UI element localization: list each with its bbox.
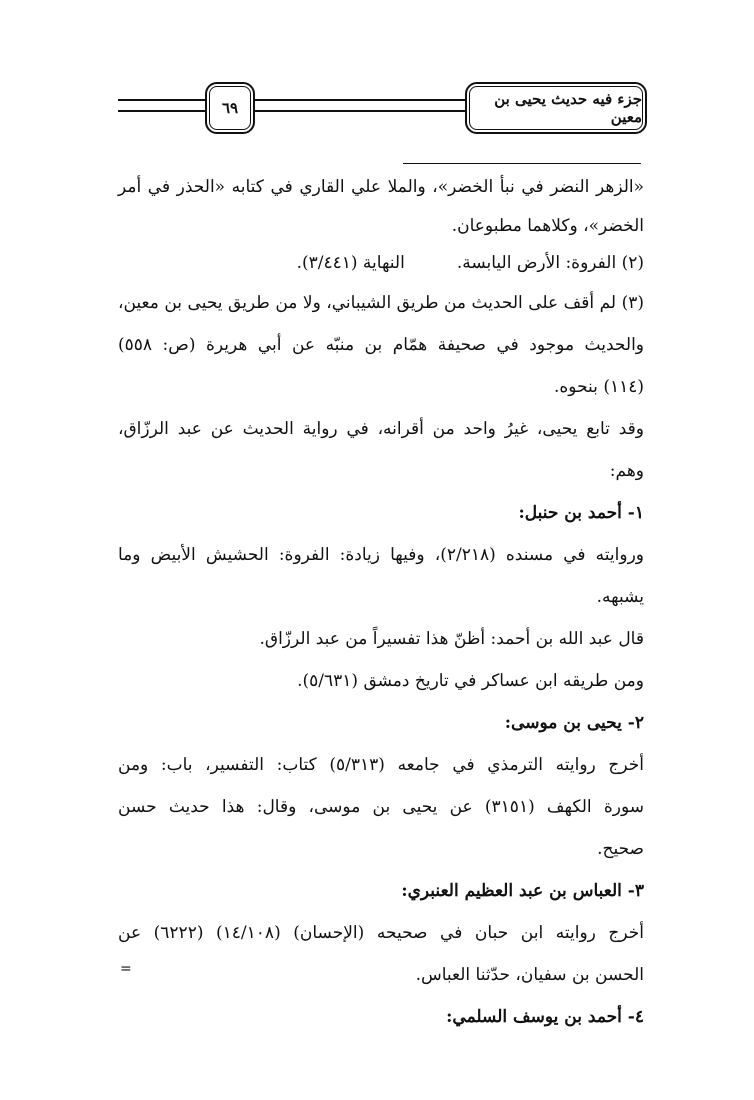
continuation-mark: =: [120, 961, 132, 977]
text-line: (١١٤) بنحوه.: [553, 377, 644, 397]
running-title-box: [465, 82, 647, 134]
text-line: يشبهه.: [596, 587, 644, 607]
text-line: وقد تابع يحيى، غيرُ واحد من أقرانه، في رواية الحديث عن عبد الرزّاق،: [118, 419, 644, 439]
header-rule-mid-bottom: [250, 110, 466, 112]
page-number: ٦٩: [221, 99, 239, 117]
text-line: أخرج روايته الترمذي في جامعه (٥/٣١٣) كتاب: التفسير، باب: ومن: [118, 755, 644, 775]
footnote-2: [118, 245, 644, 282]
footnote-2-text: (٢) الفروة: الأرض اليابسة.: [456, 253, 644, 273]
section-heading: ٣- العباس بن عبد العظيم العنبري:: [401, 881, 644, 901]
page-body: [118, 166, 644, 1038]
header-rule-mid-top: [250, 99, 466, 101]
section-heading: ١- أحمد بن حنبل:: [518, 503, 644, 523]
text-line: أخرج روايته ابن حبان في صحيحه (الإحسان) (١٤/١٠٨) (٦٢٢٢) عن: [118, 923, 645, 943]
text-line: قال عبد الله بن أحمد: أظنّ هذا تفسيراً من عبد الرزّاق.: [259, 629, 644, 649]
text-line: «الزهر النضر في نبأ الخضر»، والملا علي القاري في كتابه «الحذر في أمر: [118, 177, 644, 197]
text-line: سورة الكهف (٣١٥١) عن يحيى بن موسى، وقال: هذا حديث حسن: [118, 797, 644, 817]
footnote-2-reference: النهاية (٣/٤٤١).: [296, 253, 405, 273]
text-line: والحديث موجود في صحيفة همّام بن منبّه عن أبي هريرة (ص: ٥٥٨): [118, 335, 644, 355]
section-heading: ٤- أحمد بن يوسف السلمي:: [446, 1007, 644, 1027]
header-rule-bottom: [118, 110, 208, 112]
section-heading: ٢- يحيى بن موسى:: [504, 713, 644, 733]
text-line: الحسن بن سفيان، حدّثنا العباس.: [415, 965, 644, 985]
text-line: صحيح.: [597, 839, 644, 859]
text-line: وروايته في مسنده (٢/٢١٨)، وفيها زيادة: الفروة: الحشيش الأبيض وما: [118, 545, 644, 565]
text-line: وهم:: [609, 461, 644, 481]
page-number-box: [205, 82, 255, 134]
page-header: [0, 0, 754, 150]
text-line: ومن طريقه ابن عساكر في تاريخ دمشق (٥/٦٣١).: [297, 671, 644, 691]
text-line: الخضر»، وكلاهما مطبوعان.: [451, 216, 644, 236]
running-title: جزء فيه حديث يحيى بن معين: [494, 90, 642, 126]
header-rule-top: [118, 99, 208, 101]
footnote-3-line: (٣) لم أقف على الحديث من طريق الشيباني، ولا من طريق يحيى بن معين،: [118, 293, 644, 313]
footnote-separator: [403, 163, 641, 164]
